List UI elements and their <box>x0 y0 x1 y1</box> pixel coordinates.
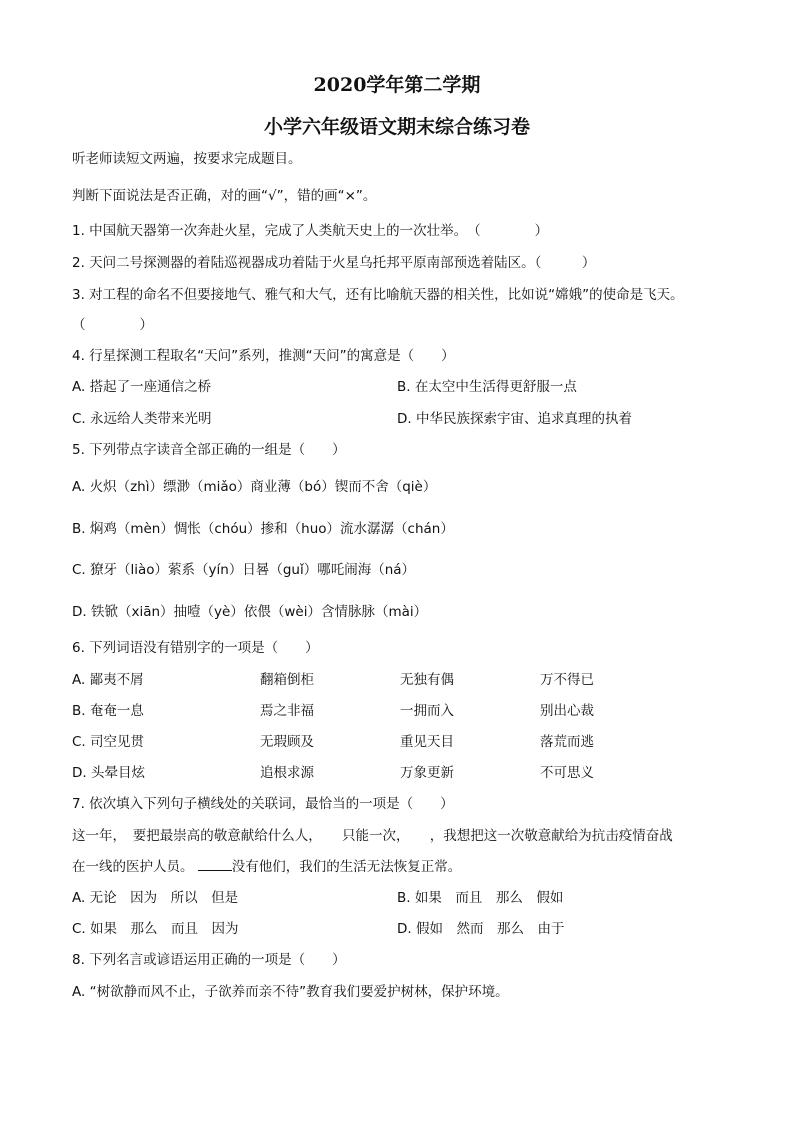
question-8: 8. 下列名言或谚语运用正确的一项是（ ） <box>72 952 346 968</box>
q7-option-a: A. 无论 因为 所以 但是 <box>72 890 239 906</box>
q6-row-b-word-4: 别出心裁 <box>540 703 594 719</box>
q5-option-c: C. 獠牙（liào）萦系（yín）日晷（guǐ）哪吒闹海（ná） <box>72 562 416 578</box>
q6-row-d-word-2: 追根求源 <box>260 765 314 781</box>
q6-row-d-word-4: 不可思义 <box>540 765 594 781</box>
page-subtitle: 小学六年级语文期末综合练习卷 <box>263 116 530 138</box>
q4-option-c: C. 永远给人类带来光明 <box>72 411 212 427</box>
q4-option-a: A. 搭起了一座通信之桥 <box>72 379 212 395</box>
q8-option-a: A. “树欲静而风不止，子欲养而亲不待”教育我们要爱护树林，保护环境。 <box>72 984 509 1000</box>
q7-option-b: B. 如果 而且 那么 假如 <box>397 890 564 906</box>
q6-row-d-word-1: D. 头晕目炫 <box>72 765 145 781</box>
q6-row-a-word-4: 万不得已 <box>540 672 594 688</box>
q6-row-a-word-3: 无独有偶 <box>400 672 454 688</box>
q5-option-d: D. 铁锨（xiān）抽噎（yè）依偎（wèi）含情脉脉（mài） <box>72 604 428 620</box>
instruction-judge: 判断下面说法是否正确，对的画“√”，错的画“×”。 <box>72 188 377 204</box>
q6-row-c-word-3: 重见天目 <box>400 734 454 750</box>
q6-row-a-word-1: A. 鄙夷不屑 <box>72 672 144 688</box>
q7-passage-part-2: 没有他们，我们的生活无法恢复正常。 <box>231 859 462 875</box>
q7-passage-line-1: 这一年， 要把最崇高的敬意献给什么人， 只能一次， ，我想把这一次敬意献给为抗击疫情奋战 <box>72 828 673 844</box>
question-7: 7. 依次填入下列句子横线处的关联词，最恰当的一项是（ ） <box>72 796 454 812</box>
question-3: 3. 对工程的命名不但要接地气、雅气和大气，还有比喻航天器的相关性，比如说“嫦娥”的使命是飞天。 <box>72 287 684 303</box>
q6-row-b-word-3: 一拥而入 <box>400 703 454 719</box>
question-5: 5. 下列带点字读音全部正确的一组是（ ） <box>72 442 346 458</box>
question-1: 1. 中国航天器第一次奔赴火星，完成了人类航天史上的一次壮举。 （ ） <box>72 223 549 239</box>
q6-row-c-word-2: 无瑕顾及 <box>260 734 314 750</box>
q6-row-c-word-1: C. 司空见贯 <box>72 734 145 750</box>
q4-option-b: B. 在太空中生活得更舒服一点 <box>397 379 577 395</box>
q5-option-a: A. 火炽（zhì）缥渺（miǎo）商业薄（bó）锲而不舍（qiè） <box>72 479 437 495</box>
q7-option-d: D. 假如 然而 那么 由于 <box>397 921 565 937</box>
q6-row-b-word-1: B. 奄奄一息 <box>72 703 144 719</box>
question-4: 4. 行星探测工程取名“天问”系列，推测“天问”的寓意是（ ） <box>72 348 455 364</box>
question-2: 2. 天问二号探测器的着陆巡视器成功着陆于火星乌托邦平原南部预选着陆区。（ ） <box>72 255 596 271</box>
question-6: 6. 下列词语没有错别字的一项是（ ） <box>72 640 319 656</box>
q6-row-b-word-2: 焉之非福 <box>260 703 314 719</box>
q7-fill-blank <box>198 858 232 871</box>
instruction-listen: 听老师读短文两遍，按要求完成题目。 <box>72 151 302 167</box>
q7-passage-line-2 <box>72 858 461 876</box>
page-title: 2020学年第二学期 <box>313 74 481 96</box>
q6-row-c-word-4: 落荒而逃 <box>540 734 594 750</box>
q5-option-b: B. 焖鸡（mèn）惆怅（chóu）掺和（huo）流水潺潺（chán） <box>72 521 454 537</box>
question-3-answer-blank: （ ） <box>72 317 153 333</box>
q7-option-c: C. 如果 那么 而且 因为 <box>72 921 239 937</box>
q6-row-a-word-2: 翻箱倒柜 <box>260 672 314 688</box>
q4-option-d: D. 中华民族探索宇宙、追求真理的执着 <box>397 411 632 427</box>
q6-row-d-word-3: 万象更新 <box>400 765 454 781</box>
q7-passage-part-1: 在一线的医护人员。 <box>72 859 194 875</box>
